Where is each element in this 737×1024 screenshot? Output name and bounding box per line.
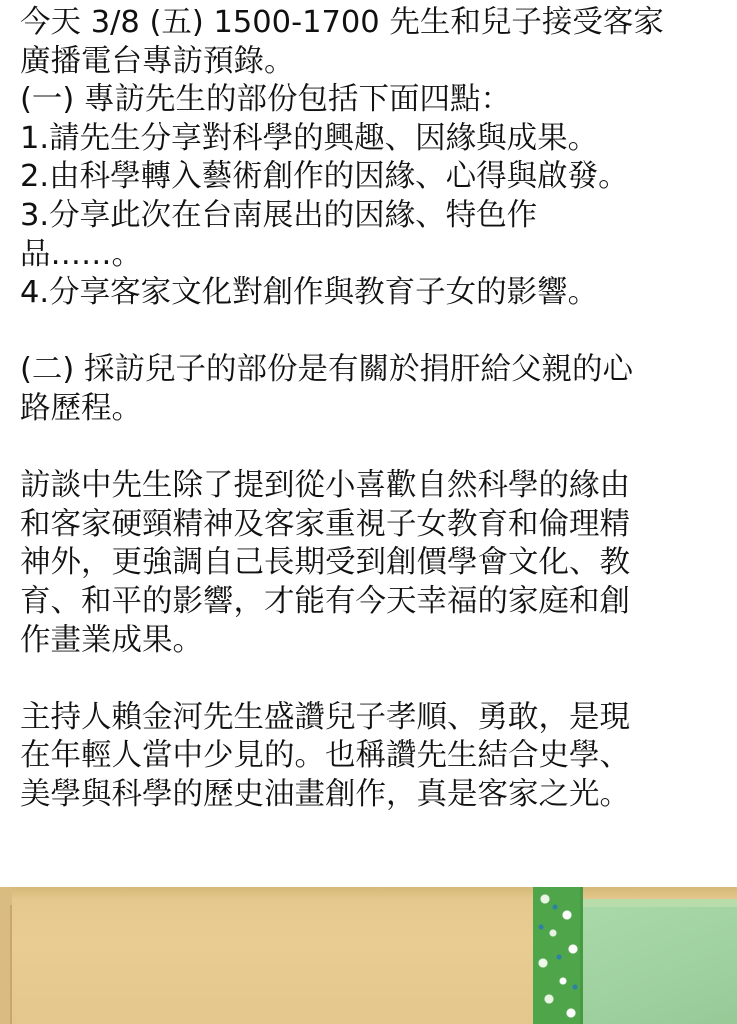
post-line: 路歷程。 [20,390,142,426]
blank-line [20,313,720,352]
post-line: 主持人賴金河先生盛讚兒子孝順、勇敢，是現 [20,699,630,735]
post-line: 2.由科學轉入藝術創作的因緣、心得與啟發。 [20,159,629,195]
post-line: (二) 採訪兒子的部份是有關於捐肝給父親的心 [20,352,633,388]
post-line: 育、和平的影響，才能有今天幸福的家庭和創 [20,583,630,619]
post-line: 神外，更強調自己長期受到創價學會文化、教 [20,545,630,581]
blank-line [20,429,720,468]
green-board [578,907,737,1024]
post-line: 在年輕人當中少見的。也稱讚先生結合史學、 [20,738,630,774]
post-line: 1.請先生分享對科學的興趣、因緣與成果。 [20,120,599,156]
floral-strip [533,887,583,1024]
post-line: (一) 專訪先生的部份包括下面四點： [20,82,511,118]
wall-seam [10,905,12,1024]
post-line: 和客家硬頸精神及客家重視子女教育和倫理精 [20,506,630,542]
post-line: 今天 3/8 (五) 1500-1700 先生和兒子接受客家 [20,5,664,40]
photo-top-edge [0,887,737,899]
blank-line [20,660,720,699]
post-line: 美學與科學的歷史油畫創作，真是客家之光。 [20,776,630,812]
post-photo[interactable] [0,887,737,1024]
post-line: 廣播電台專訪預錄。 [20,43,295,79]
post-line: 訪談中先生除了提到從小喜歡自然科學的緣由 [20,468,630,504]
post-line: 作畫業成果。 [20,622,203,658]
post-body [20,4,720,814]
post-line: 4.分享客家文化對創作與教育子女的影響。 [20,275,599,311]
post-line: 3.分享此次在台南展出的因緣、特色作 [20,197,538,233]
post-line: 品……。 [20,236,142,272]
